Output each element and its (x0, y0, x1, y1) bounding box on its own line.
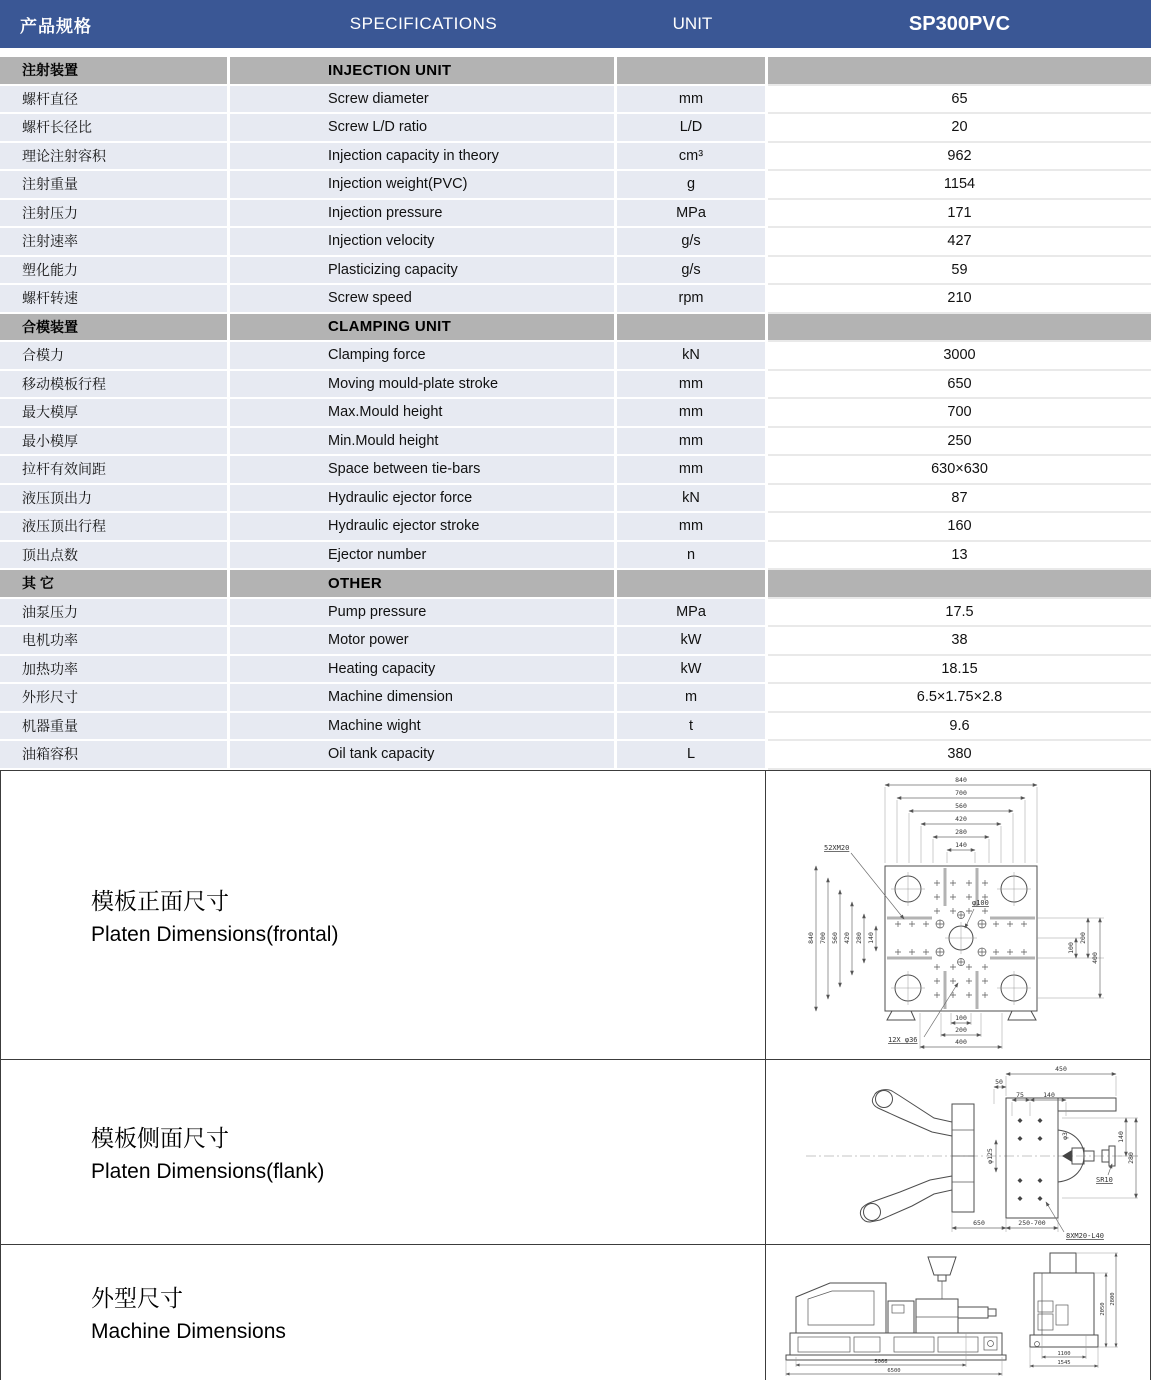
figure-row-platen-flank (0, 1060, 1151, 1245)
section-name-en: CLAMPING UNIT (230, 314, 617, 343)
spec-name-en: Motor power (230, 627, 617, 656)
section-value-cell (768, 57, 1151, 86)
dim-frontal-top-840: 840 (955, 776, 967, 784)
spec-row (0, 285, 1151, 314)
spec-name-en: Hydraulic ejector force (230, 485, 617, 514)
spec-name-cn: 液压顶出力 (0, 485, 230, 514)
figure-title-en: Machine Dimensions (91, 1320, 286, 1343)
spec-unit: m (617, 684, 768, 713)
spec-name-en: Injection capacity in theory (230, 143, 617, 172)
dim-frontal-top-560: 560 (955, 802, 967, 810)
spec-name-cn: 理论注射容积 (0, 143, 230, 172)
label-bolt-pattern: 52XM20 (824, 844, 850, 852)
spec-unit: cm³ (617, 143, 768, 172)
spec-unit: t (617, 713, 768, 742)
spec-value: 20 (768, 114, 1151, 143)
dim-machine-base-length: 5066 (874, 1359, 888, 1365)
spec-row (0, 143, 1151, 172)
spec-table (0, 57, 1151, 770)
dim-frontal-right-100: 100 (1067, 942, 1075, 954)
spec-name-cn: 机器重量 (0, 713, 230, 742)
platen-flank-drawing (766, 1060, 1150, 1244)
section-value-cell (768, 314, 1151, 343)
header-product-spec: 产品规格 (20, 16, 92, 36)
spec-row (0, 599, 1151, 628)
spec-name-cn: 注射速率 (0, 228, 230, 257)
figure-title-cn: 模板正面尺寸 (91, 887, 229, 914)
spec-row (0, 741, 1151, 770)
spec-name-cn: 合模力 (0, 342, 230, 371)
spec-value: 18.15 (768, 656, 1151, 685)
spec-unit: mm (617, 513, 768, 542)
spec-value: 427 (768, 228, 1151, 257)
spec-row (0, 485, 1151, 514)
spec-unit: g (617, 171, 768, 200)
spec-value: 59 (768, 257, 1151, 286)
spec-name-en: Injection velocity (230, 228, 617, 257)
dim-frontal-left-840: 840 (807, 932, 815, 944)
dim-frontal-top-140: 140 (955, 841, 967, 849)
dim-machine-base-width: 1100 (1057, 1351, 1071, 1357)
spec-name-cn: 油泵压力 (0, 599, 230, 628)
dim-flank-140a: 140 (1043, 1091, 1055, 1099)
spec-unit: g/s (617, 228, 768, 257)
platen-frontal-drawing (766, 771, 1150, 1059)
spec-name-cn: 塑化能力 (0, 257, 230, 286)
spec-row (0, 656, 1151, 685)
section-name-cn: 其 它 (0, 570, 230, 599)
section-header-row (0, 570, 1151, 599)
spec-name-cn: 加热功率 (0, 656, 230, 685)
spec-unit: mm (617, 86, 768, 115)
label-center-hole: φ100 (972, 899, 989, 907)
spec-unit: kW (617, 627, 768, 656)
dim-frontal-top-420: 420 (955, 815, 967, 823)
spec-name-en: Ejector number (230, 542, 617, 571)
spec-value: 17.5 (768, 599, 1151, 628)
dim-frontal-left-140: 140 (867, 932, 875, 944)
spec-name-cn: 注射重量 (0, 171, 230, 200)
dim-frontal-right-400: 400 (1091, 952, 1099, 964)
spec-unit: mm (617, 456, 768, 485)
spec-name-cn: 电机功率 (0, 627, 230, 656)
dim-flank-280: 280 (1127, 1152, 1135, 1164)
spec-name-en: Space between tie-bars (230, 456, 617, 485)
spec-row (0, 627, 1151, 656)
spec-unit: L (617, 741, 768, 770)
spec-name-en: Max.Mould height (230, 399, 617, 428)
spec-name-cn: 最大模厚 (0, 399, 230, 428)
spec-name-en: Injection pressure (230, 200, 617, 229)
dim-frontal-top-700: 700 (955, 789, 967, 797)
spec-row (0, 371, 1151, 400)
spec-row (0, 456, 1151, 485)
label-platen-bolts: 8XM20-L40 (1066, 1232, 1104, 1240)
dim-flank-140b: 140 (1117, 1131, 1125, 1143)
section-name-en: INJECTION UNIT (230, 57, 617, 86)
dim-flank-ring: φ125 (986, 1148, 994, 1164)
dim-machine-body-height: 2050 (1100, 1302, 1106, 1316)
dim-frontal-left-420: 420 (843, 932, 851, 944)
spec-row (0, 684, 1151, 713)
spec-row (0, 200, 1151, 229)
label-ejector-holes: 12X φ36 (888, 1036, 918, 1044)
figure-row-machine (0, 1245, 1151, 1380)
section-unit-cell (617, 570, 768, 599)
spec-row (0, 428, 1151, 457)
figures-section (0, 770, 1151, 1380)
section-value-cell (768, 570, 1151, 599)
spec-name-cn: 外形尺寸 (0, 684, 230, 713)
spec-row (0, 513, 1151, 542)
figure-label-flank (1, 1060, 766, 1244)
spec-value: 13 (768, 542, 1151, 571)
spec-name-en: Min.Mould height (230, 428, 617, 457)
header-specifications: SPECIFICATIONS (349, 14, 498, 33)
dim-machine-overall-width: 1545 (1057, 1360, 1071, 1366)
header-unit: UNIT (672, 14, 713, 33)
dim-flank-450: 450 (1055, 1065, 1067, 1073)
spec-value: 630×630 (768, 456, 1151, 485)
spec-name-en: Machine wight (230, 713, 617, 742)
section-name-cn: 合模装置 (0, 314, 230, 343)
spec-name-cn: 最小模厚 (0, 428, 230, 457)
spec-name-cn: 螺杆直径 (0, 86, 230, 115)
spec-name-cn: 螺杆转速 (0, 285, 230, 314)
spec-name-cn: 液压顶出行程 (0, 513, 230, 542)
spec-unit: MPa (617, 200, 768, 229)
spec-name-en: Injection weight(PVC) (230, 171, 617, 200)
dim-frontal-top-280: 280 (955, 828, 967, 836)
spec-unit: kN (617, 485, 768, 514)
spec-row (0, 399, 1151, 428)
dim-machine-overall-length: 6500 (887, 1368, 901, 1374)
spec-unit: mm (617, 399, 768, 428)
section-name-en: OTHER (230, 570, 617, 599)
figure-label-machine (1, 1245, 766, 1380)
dim-frontal-bottom-100: 100 (955, 1014, 967, 1022)
dim-frontal-bottom-200: 200 (955, 1026, 967, 1034)
dim-frontal-bottom-400: 400 (955, 1038, 967, 1046)
spec-value: 160 (768, 513, 1151, 542)
spec-name-cn: 移动模板行程 (0, 371, 230, 400)
spec-name-cn: 拉杆有效间距 (0, 456, 230, 485)
spec-unit: g/s (617, 257, 768, 286)
section-unit-cell (617, 57, 768, 86)
section-unit-cell (617, 314, 768, 343)
header-model: SP300PVC (908, 12, 1011, 35)
spec-value: 210 (768, 285, 1151, 314)
label-nozzle-radius: SR10 (1096, 1176, 1113, 1184)
spec-value: 87 (768, 485, 1151, 514)
spec-unit: MPa (617, 599, 768, 628)
dim-flank-50: 50 (995, 1078, 1003, 1086)
spec-name-cn: 顶出点数 (0, 542, 230, 571)
spec-row (0, 114, 1151, 143)
spec-name-en: Screw L/D ratio (230, 114, 617, 143)
spec-name-en: Clamping force (230, 342, 617, 371)
section-header-row (0, 57, 1151, 86)
spec-value: 380 (768, 741, 1151, 770)
spec-row (0, 342, 1151, 371)
spec-name-cn: 注射压力 (0, 200, 230, 229)
figure-label-frontal (1, 771, 766, 1059)
spec-unit: mm (617, 428, 768, 457)
spec-value: 6.5×1.75×2.8 (768, 684, 1151, 713)
spec-row (0, 228, 1151, 257)
spec-value: 38 (768, 627, 1151, 656)
dim-machine-overall-height: 2800 (1110, 1292, 1116, 1306)
figure-title-cn: 模板侧面尺寸 (91, 1124, 229, 1151)
spec-value: 1154 (768, 171, 1151, 200)
spec-value: 650 (768, 371, 1151, 400)
figure-row-platen-frontal (0, 771, 1151, 1060)
spec-name-en: Pump pressure (230, 599, 617, 628)
dim-flank-75: 75 (1016, 1091, 1024, 1099)
spec-unit: mm (617, 371, 768, 400)
dim-frontal-left-700: 700 (819, 932, 827, 944)
figure-title-cn: 外型尺寸 (91, 1285, 183, 1311)
dim-frontal-right-200: 200 (1079, 932, 1087, 944)
spec-value: 9.6 (768, 713, 1151, 742)
spec-unit: L/D (617, 114, 768, 143)
section-header-row (0, 314, 1151, 343)
section-name-cn: 注射装置 (0, 57, 230, 86)
spec-row (0, 171, 1151, 200)
spec-name-en: Plasticizing capacity (230, 257, 617, 286)
dim-flank-250-700: 250-700 (1018, 1219, 1046, 1227)
spec-value: 962 (768, 143, 1151, 172)
dim-flank-650: 650 (973, 1219, 985, 1227)
spec-name-en: Screw diameter (230, 86, 617, 115)
spec-row (0, 713, 1151, 742)
spec-row (0, 86, 1151, 115)
spec-unit: kW (617, 656, 768, 685)
dim-flank-orifice: φ3 (1061, 1132, 1069, 1140)
spec-row (0, 542, 1151, 571)
spec-value: 65 (768, 86, 1151, 115)
spec-value: 700 (768, 399, 1151, 428)
spec-unit: n (617, 542, 768, 571)
spec-unit: kN (617, 342, 768, 371)
spec-value: 171 (768, 200, 1151, 229)
spec-unit: rpm (617, 285, 768, 314)
spec-name-en: Hydraulic ejector stroke (230, 513, 617, 542)
spec-value: 250 (768, 428, 1151, 457)
spec-name-en: Oil tank capacity (230, 741, 617, 770)
spec-name-en: Screw speed (230, 285, 617, 314)
figure-title-en: Platen Dimensions(flank) (91, 1159, 325, 1183)
spec-name-cn: 油箱容积 (0, 741, 230, 770)
spec-value: 3000 (768, 342, 1151, 371)
header-gap (0, 48, 1151, 57)
table-header (0, 0, 1151, 48)
dim-frontal-left-280: 280 (855, 932, 863, 944)
spec-name-en: Heating capacity (230, 656, 617, 685)
dim-frontal-left-560: 560 (831, 932, 839, 944)
machine-dimensions-drawing (766, 1245, 1150, 1380)
spec-name-en: Machine dimension (230, 684, 617, 713)
spec-row (0, 257, 1151, 286)
figure-title-en: Platen Dimensions(frontal) (91, 922, 339, 946)
spec-name-cn: 螺杆长径比 (0, 114, 230, 143)
spec-name-en: Moving mould-plate stroke (230, 371, 617, 400)
